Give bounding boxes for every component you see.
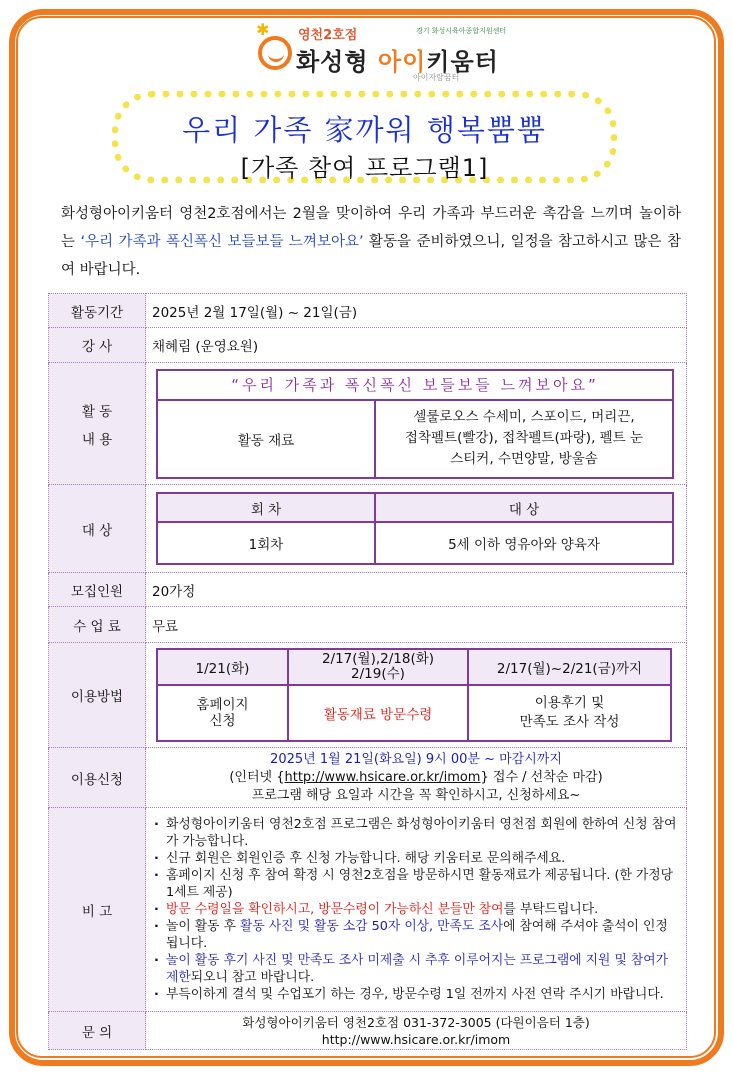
- target-col2-header: 대 상: [375, 493, 673, 522]
- recruit-label: 모집인원: [49, 573, 146, 607]
- method-v3: [468, 685, 671, 741]
- content-quote: “우리 가족과 폭신폭신 보들보들 느껴보아요”: [157, 370, 673, 400]
- content-inner-table: [156, 369, 674, 479]
- row-instructor: [49, 328, 687, 363]
- intro-text-2: 활동을 준비하였으니, 일정을 참고하시고 많은 참여 바랍니다.: [61, 234, 681, 278]
- content-label: [49, 363, 146, 485]
- row-notes: [49, 808, 687, 1012]
- method-h1: 1/21(화): [157, 649, 288, 685]
- note-text: 놀이 활동 후: [166, 919, 241, 934]
- method-h2: [288, 649, 468, 685]
- page-title: 우리 가족 家까워 행복뿜뿜: [182, 113, 547, 147]
- content-label-line1: 활 동: [81, 403, 113, 420]
- title-box: [112, 91, 617, 183]
- note-text: 를 부탁드립니다.: [503, 902, 599, 917]
- method-v1-line1: 홈페이지: [196, 697, 249, 713]
- row-method: [49, 643, 687, 748]
- instructor-value: 채혜림 (운영요원): [146, 328, 687, 363]
- logo-name-part1: 화성형: [296, 48, 378, 76]
- star-icon: ✱: [256, 20, 270, 39]
- logo-sub: 아이자람꿈터: [413, 73, 460, 82]
- material-label: 활동 재료: [157, 400, 375, 478]
- content-label-line2: 내 용: [81, 431, 113, 448]
- method-h2-line2: 2/19(수): [351, 666, 405, 682]
- apply-line2: [146, 769, 686, 787]
- method-v1: [157, 685, 288, 741]
- material-line2: 접착펠트(빨강), 접착펠트(파랑), 펠트 눈: [404, 430, 644, 446]
- note-text: 에 참여해 주셔야 출석이 인정됩니다.: [166, 919, 668, 951]
- intro-highlight: ‘우리 가족과 폭신폭신 보들보들 느껴보아요’: [80, 234, 364, 250]
- logo-branch: 영천2호점: [298, 28, 358, 43]
- target-col1-header: 회 차: [157, 493, 375, 522]
- material-line1: 셀룰로오스 수세미, 스포이드, 머리끈,: [413, 409, 635, 425]
- row-target: [49, 485, 687, 573]
- note-item: [150, 901, 680, 918]
- note-item: · 홈페이지 신청 후 참여 확정 시 영천2호점을 방문하시면 활동재료가 제공됩니다. (한 가정당 1세트 제공): [150, 867, 680, 901]
- method-v1-line2: 신청: [209, 713, 236, 729]
- material-list: [375, 400, 673, 478]
- fee-value: 무료: [146, 607, 687, 643]
- row-content: [49, 363, 687, 485]
- contact-link[interactable]: http://www.hsicare.or.kr/imom: [321, 1031, 511, 1047]
- note-item: · 화성형아이키움터 영천2호점 프로그램은 화성형아이키움터 영천점 회원에 한하여 신청 참여가 가능합니다.: [150, 816, 680, 850]
- contact-line1: 화성형아이키움터 영천2호점 031-372-3005 (다원이음터 1층): [242, 1014, 590, 1030]
- contact-cell: [146, 1012, 687, 1050]
- content-cell: [146, 363, 687, 485]
- notes-cell: [146, 808, 687, 1012]
- logo-name: [296, 42, 499, 77]
- logo-name-part2: 아이: [377, 48, 427, 76]
- note-item: [150, 952, 680, 986]
- target-cell: [146, 485, 687, 573]
- program-info-table: [48, 293, 687, 1050]
- fee-label: 수 업 료: [49, 607, 146, 643]
- row-fee: [49, 607, 687, 643]
- target-inner-table: [156, 492, 674, 565]
- notes-list: [146, 814, 686, 1005]
- note-text: 되오니 참고 바랍니다.: [190, 970, 315, 985]
- apply-cell: [146, 748, 687, 808]
- apply-label: 이용신청: [49, 748, 146, 808]
- apply-line2-pre: (인터넷 {: [229, 769, 285, 785]
- recruit-value: 20가정: [146, 573, 687, 607]
- material-line3: 스티커, 수면양말, 방울솜: [450, 451, 598, 467]
- instructor-label: 강 사: [49, 328, 146, 363]
- method-h2-line1: 2/17(월),2/18(화): [321, 651, 435, 667]
- note-item: [150, 918, 680, 952]
- method-v3-line1: 이용후기 및: [534, 695, 605, 711]
- smile-logo-icon: [258, 36, 292, 70]
- target-col1-value: 1회차: [157, 522, 375, 564]
- apply-line3: 프로그램 해당 요일과 시간을 꼭 확인하시고, 신청하세요~: [251, 787, 581, 803]
- note-red-text: 방문 수령일을 확인하시고, 방문수령이 가능하신 분들만 참여: [166, 902, 504, 917]
- intro-paragraph: [61, 200, 681, 284]
- notes-label: 비 고: [49, 808, 146, 1012]
- method-v2: 활동재료 방문수령: [288, 685, 468, 741]
- note-item: · 부득이하게 결석 및 수업포기 하는 경우, 방문수령 1일 전까지 사전 연락 주시기 바랍니다.: [150, 986, 680, 1003]
- intro-text-1: 화성형아이키움터 영천2호점에서는 2월을 맞이하여 우리 가족과 부드러운 촉감을 느끼며 놀이하는: [61, 206, 681, 250]
- method-v3-line2: 만족도 조사 작성: [519, 714, 620, 730]
- note-item: · 신규 회원은 회원인증 후 신청 가능합니다. 해당 키움터로 문의해주세요.: [150, 850, 680, 867]
- method-h3: 2/17(월)~2/21(금)까지: [468, 649, 671, 685]
- logo-name-part3: 키움터: [426, 48, 499, 76]
- method-inner-table: [156, 648, 672, 742]
- row-contact: [49, 1012, 687, 1050]
- period-value: 2025년 2월 17일(월) ~ 21일(금): [146, 294, 687, 328]
- logo-org: 경기 화성시육아종합지원센터: [416, 27, 507, 35]
- row-recruit: [49, 573, 687, 607]
- apply-line2-post: } 접수 / 선착순 마감): [480, 769, 603, 785]
- kiumteo-logo: [258, 20, 508, 82]
- period-label: 활동기간: [49, 294, 146, 328]
- method-label: 이용방법: [49, 643, 146, 748]
- apply-period: 2025년 1월 21일(화요일) 9시 00분 ~ 마감시까지: [270, 751, 562, 767]
- target-label: 대 상: [49, 485, 146, 573]
- target-col2-value: 5세 이하 영유아와 양육자: [375, 522, 673, 564]
- apply-link[interactable]: http://www.hsicare.or.kr/imom: [284, 769, 481, 785]
- method-cell: [146, 643, 687, 748]
- note-blue-text: 활동 사진 및 활동 소감 50자 이상, 만족도 조사: [240, 919, 504, 934]
- page-subtitle: [가족 참여 프로그램1]: [240, 154, 489, 182]
- contact-label: 문 의: [49, 1012, 146, 1050]
- row-period: [49, 294, 687, 328]
- row-apply: [49, 748, 687, 808]
- note-blue-text: 놀이 활동 후기 사진 및 만족도 조사 미제출 시 추후 이루어지는 프로그램에 지원 및 참여가 제한: [166, 953, 668, 985]
